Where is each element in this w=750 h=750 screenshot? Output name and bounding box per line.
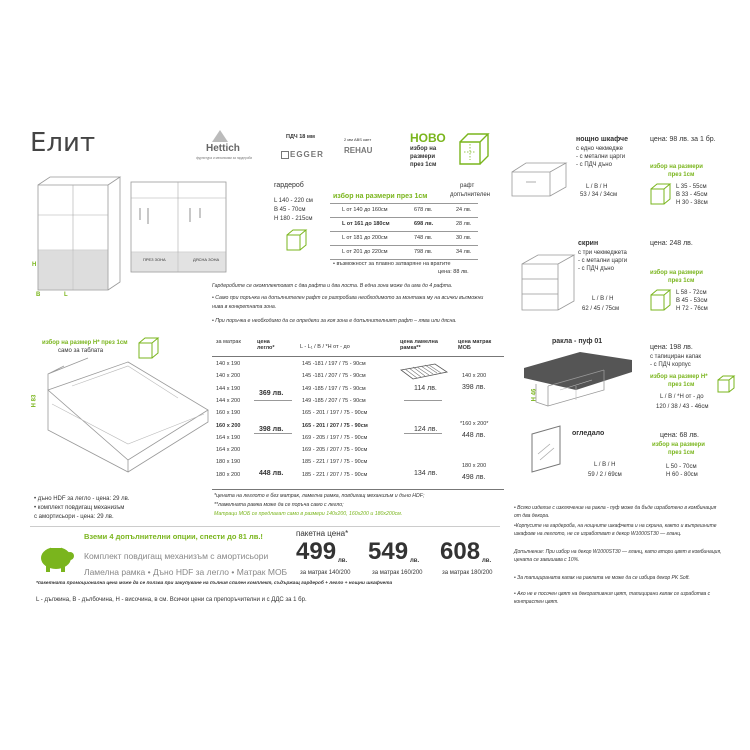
mirror-lbh-val: 59 / 2 / 69см — [588, 472, 622, 478]
bed-bullet-1: • дъно HDF за легло - цена: 29 лв. — [34, 496, 130, 502]
bed-dims-cell: 149 -185 / 197 / 75 - 90см — [302, 385, 366, 392]
wardrobe-interior-drawing — [130, 180, 230, 280]
price-sub-140: за матрак 140/200 — [300, 570, 351, 576]
mirror-choose: избор на размери — [652, 442, 705, 448]
egger-square-icon — [281, 151, 289, 159]
nightstand-choose2: през 1см — [668, 172, 695, 178]
nightstand-feat-2: - с метални царги — [576, 154, 626, 160]
page-title: Елит — [30, 128, 96, 158]
wardrobe-l-label: L — [64, 292, 68, 298]
mob-price: 498 лв. — [462, 474, 486, 481]
bed-price-group: 448 лв. — [259, 470, 284, 477]
col-mob-head: цена матрак МОБ — [458, 339, 492, 351]
bed-size-cell: 140 x 200 — [216, 373, 241, 380]
pouf-title: ракла - пуф 01 — [552, 338, 603, 345]
wardrobe-drawing — [28, 175, 128, 295]
mirror-range-L: L 50 - 70см — [666, 464, 697, 470]
note-5: • Ако не е посочен цвят на декоративния цвят, тапицирани капак се изработва с контрастен цвят. — [514, 591, 711, 605]
novo-label: НОВО — [410, 131, 446, 145]
nightstand-drawing — [510, 160, 570, 200]
bed-dims-cell: 185 - 221 / 207 / 75 - 90см — [302, 471, 368, 478]
nightstand-title: нощно шкафче — [576, 136, 628, 143]
bed-size-cell: 164 x 190 — [216, 434, 241, 441]
rehau-logo: REHAU — [344, 146, 373, 155]
novo-sub3: през 1см — [410, 162, 437, 168]
nightstand-feat-3: - с ПДЧ дъно — [576, 162, 612, 168]
nightstand-price: цена: 98 лв. за 1 бр. — [650, 136, 716, 143]
bed-size-cell: 144 x 190 — [216, 385, 241, 392]
chest-feat-1: с три чекмеджета — [578, 250, 627, 256]
pouf-price: цена: 198 лв. — [650, 344, 693, 351]
promo-title: Вземи 4 допълнителни опции, спести до 81 лв.! — [84, 532, 263, 541]
cube-icon — [136, 336, 160, 360]
wardrobe-note-3: • При поръчка е необходимо да се определи за коя зона е допълнителният рафт – лява или дясна. — [212, 318, 457, 324]
nightstand-range-H: H 30 - 38см — [676, 200, 708, 206]
wardrobe-dim-H: H 180 - 215см — [274, 216, 313, 222]
bed-choose-sub: само за таблата — [58, 348, 104, 354]
package-price-140: 499 — [296, 538, 337, 565]
bed-bullet-2: • комплект повдигащ механизъм — [34, 505, 125, 511]
bed-choose-title: избор на размер H* през 1см — [42, 340, 128, 346]
bed-bullet-3: с амортисьори - цена: 29 лв. — [34, 514, 114, 520]
chest-range-L: L 58 - 72см — [676, 290, 707, 296]
pouf-feat-2: - с ПДЧ корпус — [650, 362, 691, 368]
chest-feat-3: - с ПДЧ дъно — [578, 266, 614, 272]
nightstand-range-B: B 33 - 45см — [676, 192, 708, 198]
bed-size-cell: 160 x 190 — [216, 410, 241, 417]
col-size-head: за матрак — [216, 339, 241, 345]
mirror-range-H: H 60 - 80см — [666, 472, 698, 478]
nightstand-choose: избор на размери — [650, 164, 703, 170]
bed-size-cell: 144 x 200 — [216, 397, 241, 404]
pouf-choose: избор на размер H* — [650, 374, 708, 380]
note-4: • За тапицираната капак на раклата не може да се избира декор PK Soft. — [514, 575, 690, 581]
bed-footnote-3: Матраци МОБ се предлагат само в размери 140x200, 160x200 и 180x200см. — [214, 511, 403, 517]
bed-footnote-1: *цената на леглото е без матрак, ламелна рамка, повдигащ механизъм и дъно HDF; — [214, 493, 425, 499]
wardrobe-label: гардероб — [274, 182, 304, 189]
nightstand-lbh: L / B / H — [586, 184, 608, 190]
price-sub-160: за матрак 160/200 — [372, 570, 423, 576]
abs-label: 2 мм ABS кант — [344, 137, 372, 142]
chest-drawing — [520, 252, 580, 314]
chest-lbh: L / B / H — [592, 296, 614, 302]
wardrobe-b-label: B — [36, 292, 41, 298]
price-unit: лв. — [338, 558, 348, 564]
pouf-h46-label: H 46 — [531, 388, 538, 402]
bed-dims-cell: 169 - 205 / 207 / 75 - 90см — [302, 447, 368, 454]
bed-dims-cell: 145 -181 / 197 / 75 - 90см — [302, 361, 366, 367]
bed-dims-cell: 149 -185 / 207 / 75 - 90см — [302, 397, 366, 404]
bed-size-cell: 180 x 190 — [216, 459, 241, 466]
chest-lbh-val: 62 / 45 / 75см — [582, 306, 620, 312]
legend-footer: L - дължина, B - дълбочина, H - височина, в см. Всички цени са препоръчителни и с ДДС за 1 бр. — [36, 597, 307, 603]
bed-drawing — [28, 360, 208, 480]
pouf-choose2: през 1см — [668, 382, 695, 388]
rafts-head1: рафт — [460, 183, 475, 189]
bed-dims-cell: 169 - 205 / 197 / 75 - 90см — [302, 434, 368, 441]
bed-size-cell: 180 x 200 — [216, 471, 241, 478]
mob-price: 398 лв. — [462, 384, 486, 391]
chest-feat-2: - с метални царги — [578, 258, 628, 264]
bed-dims-cell: 165 - 201 / 207 / 75 - 90см — [302, 422, 368, 429]
chest-range-B: B 45 - 53см — [676, 298, 708, 304]
col-price-head: цена легло* — [257, 339, 275, 351]
bed-size-cell: 160 x 200 — [216, 422, 241, 429]
pdch-label: ПДЧ 18 мм — [286, 134, 315, 140]
price-sub-180: за матрак 180/200 — [442, 570, 493, 576]
frame-price: 134 лв. — [414, 470, 438, 477]
package-price-label: пакетна цена* — [296, 529, 349, 538]
hettich-logo: Hettich фурнитура и механизми за гардероби — [196, 128, 256, 168]
package-price-160: 549 — [368, 538, 409, 565]
mirror-price: цена: 68 лв. — [660, 432, 699, 439]
pouf-feat-1: с тапициран капак — [650, 354, 702, 360]
wardrobe-dim-L: L 140 - 220 см — [274, 198, 313, 204]
cube-icon — [648, 288, 672, 312]
nightstand-range-L: L 35 - 55см — [676, 184, 707, 190]
frame-price: 114 лв. — [414, 385, 437, 392]
wardrobe-note-2: • Само при поръчка на допълнителен рафт се разпробива необходимото за монтажа му на всички вълможни нива в конкретната зона. — [212, 295, 484, 310]
wardrobe-dim-B: B 45 - 70см — [274, 207, 306, 213]
slat-frame-drawing — [399, 362, 449, 382]
piggy-bank-icon — [36, 540, 76, 574]
mirror-drawing — [530, 424, 570, 474]
bed-dims-cell: 185 - 221 / 197 / 75 - 90см — [302, 459, 368, 466]
wardrobe-note-1: Гардеробите се окомплектоват с два рафта и два лоста. В една зона може да има до 4 рафта. — [212, 283, 453, 289]
chest-range-H: H 72 - 76см — [676, 306, 708, 312]
bed-size-cell: 140 x 190 — [216, 361, 241, 367]
nightstand-lbh-val: 53 / 34 / 34см — [580, 192, 618, 198]
zone-right-label: ДЯСНА ЗОНА — [193, 257, 220, 262]
soft-close-price: цена: 88 лв. — [438, 269, 469, 275]
promo-note: *пакетната промоционална цена може да се ползва при закупуване на пълния спален комплект, съдържащ гардероб + легло + нощни шкафчета — [36, 581, 393, 586]
rafts-head2: допълнителен — [450, 192, 490, 198]
chest-title: скрин — [578, 240, 599, 247]
zone-left-label: ПРЕЗ ЗОНА — [143, 257, 166, 262]
price-unit: лв. — [482, 558, 492, 564]
pouf-lbh: L / B / *H от - до — [660, 394, 704, 400]
cube-icon — [648, 182, 672, 206]
cube-icon — [716, 374, 736, 394]
nightstand-feat-1: с едно чекмедже — [576, 146, 623, 152]
col-dims-head: L - L₁ / B / *H от - до — [300, 344, 350, 350]
promo-line-2: Ламелна рамка • Дъно HDF за легло • Матрак МОБ — [84, 567, 288, 577]
promo-line-1: Комплект повдигащ механизъм с амортисьори — [84, 551, 269, 561]
mirror-title: огледало — [572, 430, 605, 437]
frame-price: 124 лв. — [414, 426, 438, 433]
note-2: •Корпусите на гардероба, на нощните шкафчета и на скрина, както и вътрешните шкафове на леглото, не се изработват в декор W1000ST30 — гланц. — [514, 523, 717, 537]
chest-choose2: през 1см — [668, 278, 695, 284]
chest-choose: избор на размери — [650, 270, 703, 276]
bed-price-group: 369 лв. — [259, 390, 284, 397]
note-1: • Всяко изделие с изключение на ракла - пуф може да бъде изработено в комбинация от два декора. — [514, 505, 717, 519]
cube-icon — [284, 228, 308, 252]
wardrobe-h-label: H — [32, 262, 37, 268]
mob-size: 140 x 200 — [462, 373, 487, 379]
price-unit: лв. — [410, 558, 420, 564]
bed-price-group: 398 лв. — [259, 426, 284, 433]
bed-dims-cell: 165 - 201 / 197 / 75 - 90см — [302, 410, 368, 417]
pouf-drawing — [520, 350, 640, 410]
mob-size: *160 x 200* — [460, 421, 489, 427]
mob-price: 448 лв. — [462, 432, 486, 439]
bed-size-cell: 164 x 200 — [216, 447, 241, 454]
cube-icon — [454, 132, 490, 168]
col-frame-head: цена ламелна рамка** — [400, 339, 438, 351]
egger-logo: EGGER — [290, 150, 324, 159]
novo-sub1: избор на — [410, 146, 437, 152]
note-3: Допълнение: При избор на декор W1000ST30 — гланц, като втори цвят в комбинация, цената се завишава с 10%. — [514, 549, 722, 563]
mirror-lbh: L / B / H — [594, 462, 616, 468]
chest-price: цена: 248 лв. — [650, 240, 693, 247]
pouf-lbh-val: 120 / 38 / 43 - 46см — [656, 404, 709, 410]
novo-sub2: размери — [410, 154, 436, 160]
bed-h83-label: H 83 — [31, 394, 38, 408]
soft-close-note: • възможност за плавно затваряне на вратите — [333, 261, 451, 267]
wardrobe-choose-title: избор на размери през 1см — [333, 193, 428, 200]
package-price-180: 608 — [440, 538, 481, 565]
mob-size: 180 x 200 — [462, 463, 487, 469]
bed-dims-cell: 145 -181 / 207 / 75 - 90см — [302, 373, 366, 380]
mirror-choose2: през 1см — [668, 450, 695, 456]
bed-footnote-2: **ламелната рамка може да се поръча само с легло; — [214, 502, 344, 508]
